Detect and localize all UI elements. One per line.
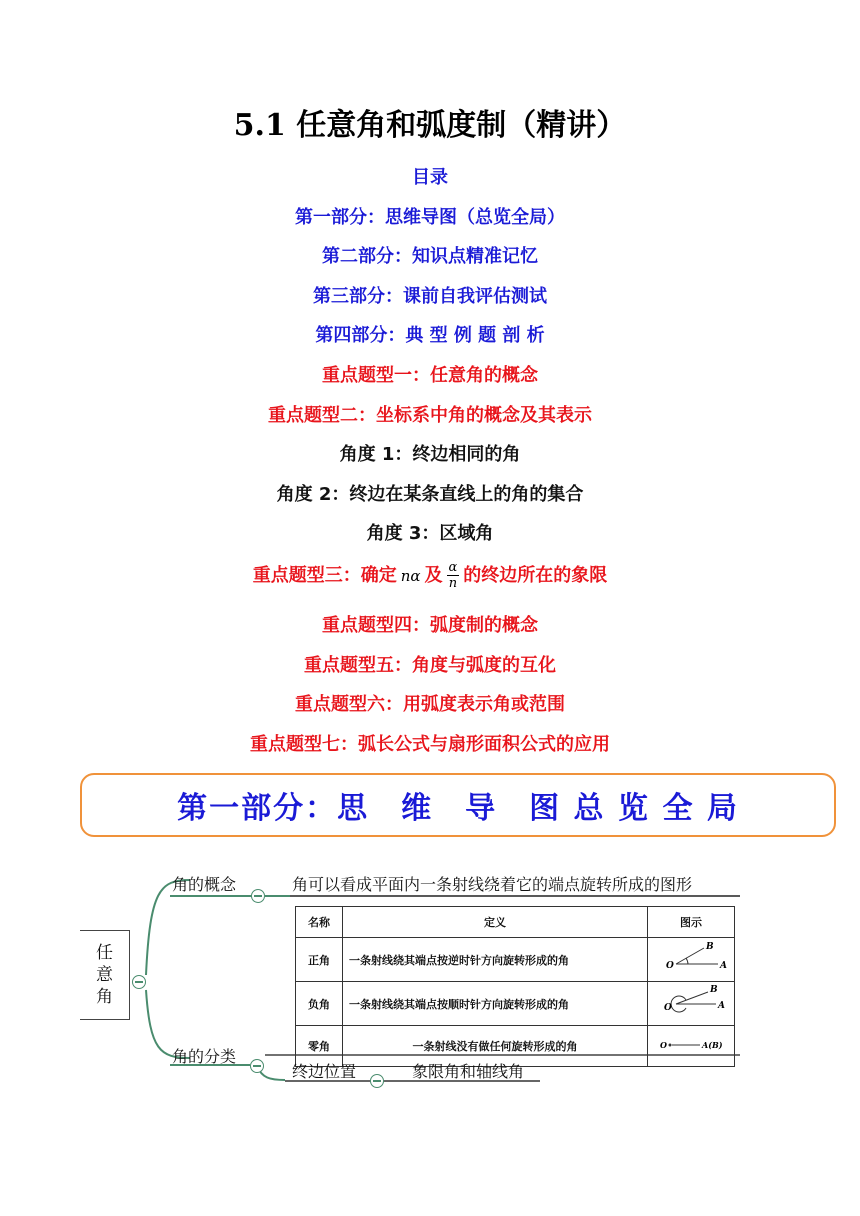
header-diagram: 图示: [648, 907, 735, 938]
toc-type7[interactable]: 重点题型七：弧长公式与扇形面积公式的应用: [250, 733, 610, 755]
toc-type3[interactable]: [0, 556, 860, 608]
zero-angle-diagram: [648, 1026, 735, 1067]
collapse-icon[interactable]: [370, 1074, 384, 1088]
table-of-contents: [0, 160, 860, 766]
toc-type3-fraction: [447, 560, 460, 591]
toc-type4[interactable]: 重点题型四：弧度制的概念: [322, 614, 538, 636]
branch-classification: 角的分类: [172, 1047, 237, 1066]
collapse-icon[interactable]: [251, 889, 265, 903]
collapse-icon[interactable]: [250, 1059, 264, 1073]
page-title: 5.1 任意角和弧度制（精讲）: [233, 108, 627, 143]
table-header-row: [296, 907, 735, 938]
terminal-side-position: 终边位置: [292, 1062, 357, 1081]
table-row: [296, 982, 735, 1026]
label-b: B: [706, 942, 714, 952]
branch-concept: 角的概念: [172, 875, 237, 894]
toc-angle2[interactable]: 角度 2：终边在某条直线上的角的集合: [276, 483, 584, 505]
toc-part4[interactable]: 第四部分：典 型 例 题 剖 析: [315, 325, 545, 347]
mindmap-root: [80, 930, 130, 1020]
label-o: O: [664, 1003, 672, 1013]
banner-title: 第一部分：思 维 导 图 总 览 全 局: [177, 791, 739, 826]
root-char-2: 意: [96, 965, 113, 985]
row-definition: 一条射线绕其端点按逆时针方向旋转形成的角: [343, 938, 648, 982]
toc-type2[interactable]: 重点题型二：坐标系中角的概念及其表示: [268, 404, 592, 426]
row-definition: 一条射线没有做任何旋转形成的角: [343, 1026, 648, 1067]
root-char-3: 角: [96, 987, 113, 1007]
row-name: 负角: [296, 982, 343, 1026]
toc-part3[interactable]: 第三部分：课前自我评估测试: [313, 285, 547, 307]
label-a: A: [718, 1001, 725, 1011]
label-ab: A(B): [702, 1039, 723, 1050]
toc-type3-prefix: 重点题型三：确定: [252, 564, 397, 586]
concept-description: 角可以看成平面内一条射线绕着它的端点旋转所成的图形: [292, 875, 693, 894]
toc-type1[interactable]: 重点题型一：任意角的概念: [322, 364, 538, 386]
header-definition: 定义: [343, 907, 648, 938]
toc-angle1[interactable]: 角度 1：终边相同的角: [339, 444, 521, 466]
toc-type5[interactable]: 重点题型五：角度与弧度的互化: [304, 654, 556, 676]
label-a: A: [720, 961, 727, 971]
root-char-1: 任: [96, 943, 113, 963]
toc-heading[interactable]: 目录: [412, 167, 448, 188]
collapse-icon[interactable]: [132, 975, 146, 989]
toc-type3-and: 及: [424, 564, 443, 586]
fraction-numerator: α: [448, 560, 458, 576]
section-banner: [80, 773, 836, 837]
row-name: 零角: [296, 1026, 343, 1067]
toc-angle3[interactable]: 角度 3：区域角: [366, 523, 494, 545]
fraction-denominator: n: [448, 576, 458, 592]
label-b: B: [710, 985, 718, 995]
negative-angle-diagram: [648, 982, 735, 1026]
label-o: O: [660, 1039, 667, 1050]
table-row: [296, 938, 735, 982]
header-name: 名称: [296, 907, 343, 938]
positive-angle-diagram: [648, 938, 735, 982]
angle-definition-table: [295, 906, 735, 1067]
toc-type6[interactable]: 重点题型六：用弧度表示角或范围: [295, 694, 565, 716]
toc-part1[interactable]: 第一部分：思维导图（总览全局）: [295, 206, 565, 228]
row-name: 正角: [296, 938, 343, 982]
toc-type3-suffix: 的终边所在的象限: [463, 564, 608, 586]
row-definition: 一条射线绕其端点按顺时针方向旋转形成的角: [343, 982, 648, 1026]
label-o: O: [666, 961, 674, 971]
toc-part2[interactable]: 第二部分：知识点精准记忆: [322, 246, 538, 268]
toc-type3-na: nα: [400, 566, 421, 585]
quadrant-axis-angles: 象限角和轴线角: [412, 1062, 525, 1081]
